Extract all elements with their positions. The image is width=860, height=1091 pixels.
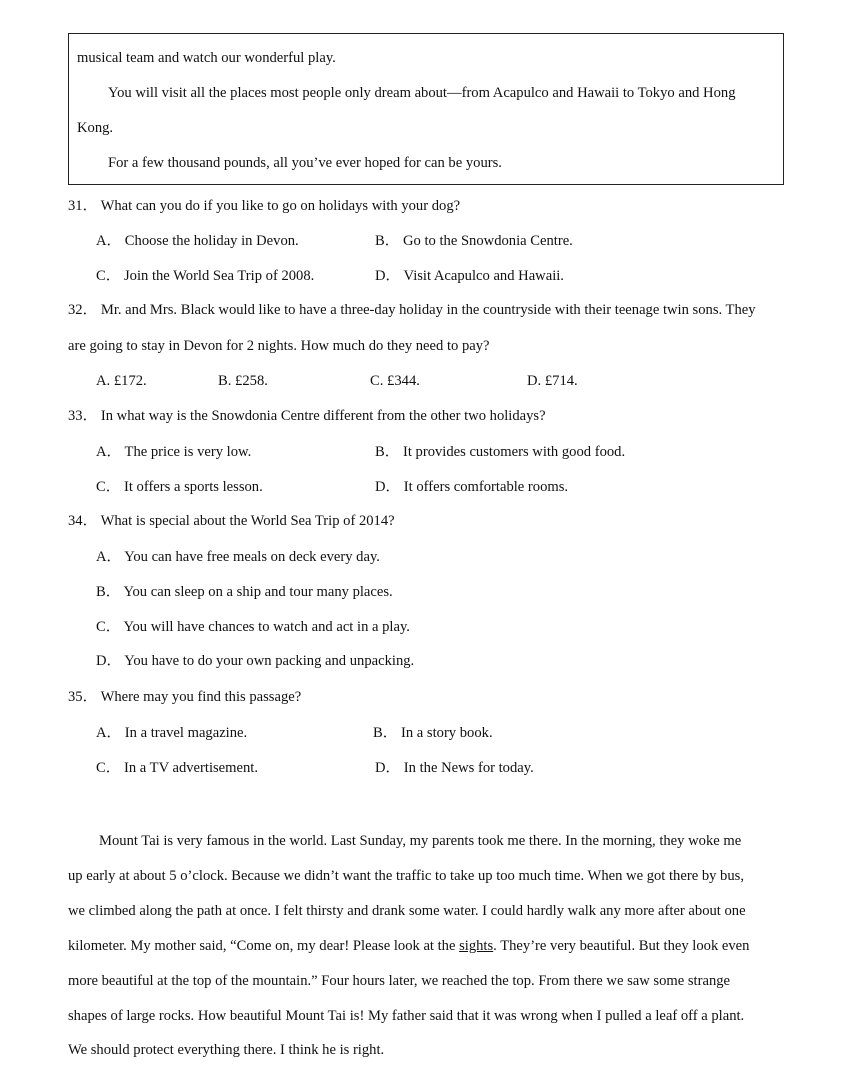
- question-34: [68, 512, 395, 530]
- option-text: In the News for today.: [403, 760, 534, 776]
- option-31-a[interactable]: [96, 232, 299, 250]
- passage-line: up early at about 5 o’clock. Because we didn’t want the traffic to take up too much time. When we got there by bus,: [68, 868, 744, 884]
- option-text: Join the World Sea Trip of 2008.: [123, 268, 315, 284]
- option-text: In a travel magazine.: [124, 725, 248, 741]
- option-34-a[interactable]: [96, 548, 380, 566]
- option-letter: B．: [375, 233, 400, 249]
- passage-line: We should protect everything there. I think he is right.: [68, 1042, 385, 1058]
- box-line: Kong.: [77, 120, 114, 136]
- option-letter: A.: [96, 373, 111, 389]
- passage-line: we climbed along the path at once. I felt thirsty and drank some water. I could hardly walk any more after about one: [68, 903, 746, 919]
- option-31-b[interactable]: [375, 232, 573, 250]
- question-35: [68, 688, 301, 706]
- question-number: 33．: [68, 408, 98, 424]
- option-32-c[interactable]: [370, 372, 420, 390]
- option-text: £344.: [387, 373, 420, 389]
- option-33-d[interactable]: [375, 478, 568, 496]
- option-letter: C．: [96, 760, 121, 776]
- option-35-c[interactable]: [96, 759, 258, 777]
- option-text: In a story book.: [400, 725, 493, 741]
- option-text: The price is very low.: [124, 444, 252, 460]
- option-text: £172.: [113, 373, 147, 389]
- question-stem: In what way is the Snowdonia Centre different from the other two holidays?: [100, 408, 546, 424]
- question-stem: Where may you find this passage?: [100, 689, 302, 705]
- passage-text: kilometer. My mother said, “Come on, my dear! Please look at the: [68, 938, 460, 954]
- box-line: For a few thousand pounds, all you’ve ever hoped for can be yours.: [108, 155, 502, 171]
- question-33: [68, 407, 546, 425]
- option-letter: C．: [96, 268, 121, 284]
- question-stem: What can you do if you like to go on holidays with your dog?: [100, 198, 461, 214]
- option-31-d[interactable]: [375, 267, 564, 285]
- option-letter: D.: [527, 373, 542, 389]
- option-text: You have to do your own packing and unpacking.: [124, 653, 415, 669]
- option-32-d[interactable]: [527, 372, 578, 390]
- option-letter: A．: [96, 233, 122, 249]
- option-text: Go to the Snowdonia Centre.: [402, 233, 573, 249]
- option-text: You will have chances to watch and act in a play.: [123, 619, 410, 635]
- option-35-a[interactable]: [96, 724, 247, 742]
- option-letter: B．: [375, 444, 400, 460]
- option-text: £714.: [544, 373, 578, 389]
- option-33-a[interactable]: [96, 443, 251, 461]
- question-number: 31．: [68, 198, 98, 214]
- box-line: You will visit all the places most people only dream about—from Acapulco and Hawaii to Tokyo and Hong: [108, 85, 736, 101]
- option-text: Choose the holiday in Devon.: [124, 233, 299, 249]
- option-34-c[interactable]: [96, 618, 410, 636]
- option-33-c[interactable]: [96, 478, 263, 496]
- option-31-c[interactable]: [96, 267, 314, 285]
- option-text: It offers comfortable rooms.: [403, 479, 569, 495]
- option-32-a[interactable]: [96, 372, 147, 390]
- option-letter: D．: [96, 653, 122, 669]
- option-text: You can have free meals on deck every day.: [124, 549, 380, 565]
- box-line: musical team and watch our wonderful play.: [77, 50, 336, 66]
- option-letter: A．: [96, 725, 122, 741]
- passage-line: more beautiful at the top of the mountain.” Four hours later, we reached the top. From there we saw some strange: [68, 973, 731, 989]
- passage-line: shapes of large rocks. How beautiful Mount Tai is! My father said that it was wrong when I pulled a leaf off a plant.: [68, 1008, 745, 1024]
- option-text: In a TV advertisement.: [123, 760, 258, 776]
- option-letter: D．: [375, 760, 401, 776]
- option-text: You can sleep on a ship and tour many places.: [123, 584, 393, 600]
- option-letter: D．: [375, 268, 401, 284]
- passage-text: . They’re very beautiful. But they look even: [493, 938, 750, 954]
- passage-line: Mount Tai is very famous in the world. Last Sunday, my parents took me there. In the morning, they woke me: [99, 833, 742, 849]
- option-letter: C.: [370, 373, 384, 389]
- option-letter: B．: [96, 584, 121, 600]
- option-34-d[interactable]: [96, 652, 414, 670]
- question-number: 35．: [68, 689, 98, 705]
- option-35-d[interactable]: [375, 759, 534, 777]
- option-letter: C．: [96, 479, 121, 495]
- question-stem-continuation: are going to stay in Devon for 2 nights. How much do they need to pay?: [68, 338, 490, 354]
- option-32-b[interactable]: [218, 372, 268, 390]
- option-33-b[interactable]: [375, 443, 625, 461]
- underlined-word: sights: [459, 938, 494, 954]
- option-letter: A．: [96, 444, 122, 460]
- passage-line: [68, 937, 749, 955]
- option-text: £258.: [235, 373, 268, 389]
- option-letter: C．: [96, 619, 121, 635]
- option-text: It offers a sports lesson.: [123, 479, 263, 495]
- question-number: 32．: [68, 302, 98, 318]
- question-32: [68, 301, 756, 319]
- option-letter: D．: [375, 479, 401, 495]
- option-35-b[interactable]: [373, 724, 493, 742]
- option-text: It provides customers with good food.: [402, 444, 626, 460]
- option-letter: B．: [373, 725, 398, 741]
- option-34-b[interactable]: [96, 583, 393, 601]
- question-stem: Mr. and Mrs. Black would like to have a three-day holiday in the countryside with their teenage twin sons. They: [100, 302, 756, 318]
- option-text: Visit Acapulco and Hawaii.: [403, 268, 564, 284]
- question-31: [68, 197, 460, 215]
- option-letter: B.: [218, 373, 232, 389]
- question-stem: What is special about the World Sea Trip of 2014?: [100, 513, 395, 529]
- option-letter: A．: [96, 549, 122, 565]
- question-number: 34．: [68, 513, 98, 529]
